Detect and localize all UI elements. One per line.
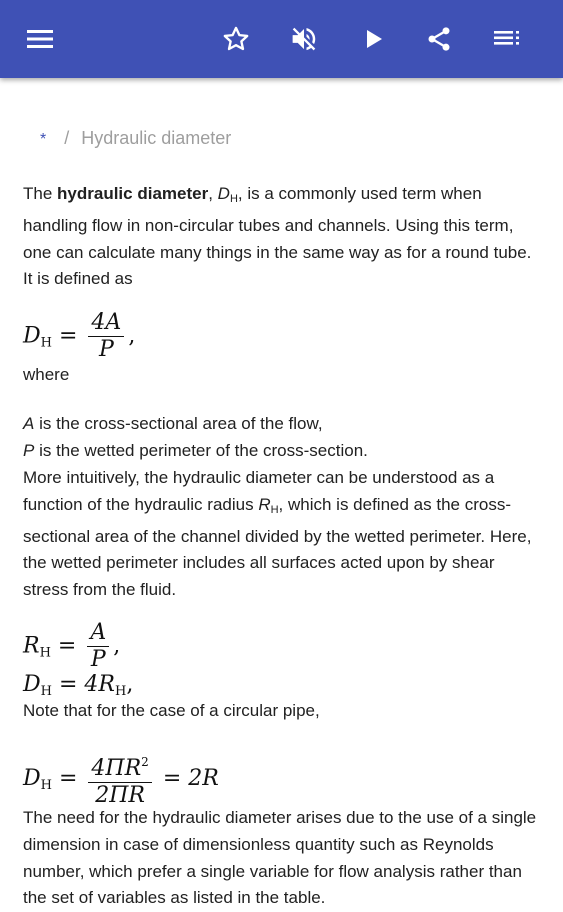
formula-hydraulic-diameter xyxy=(23,310,135,363)
para2-symbol: R xyxy=(258,494,271,514)
circular-pipe-note: Note that for the case of a circular pipe, xyxy=(23,701,320,720)
formula4-fraction xyxy=(88,749,151,809)
formula2-trail: , xyxy=(113,633,121,659)
intro-symbol-sub: H xyxy=(229,193,238,205)
formula-hydraulic-radius xyxy=(23,620,120,673)
hydraulic-radius-paragraph xyxy=(23,465,543,604)
mute-button[interactable] xyxy=(284,19,324,59)
formula3-lhs: D xyxy=(23,672,41,697)
formula4-lhs: D xyxy=(23,766,41,791)
formula4-rhs: 2R xyxy=(188,766,219,791)
play-button[interactable] xyxy=(353,19,393,59)
breadcrumb-separator: / xyxy=(64,128,70,148)
breadcrumb-current: Hydraulic diameter xyxy=(81,128,232,148)
formula1-trail: , xyxy=(128,323,136,349)
intro-text-pre: The xyxy=(23,184,58,203)
menu-icon xyxy=(26,27,54,51)
intro-text-rest: , is a commonly used term when handling flow in non-circular tubes and channels. Using this term, one can calculate many things in the same way as for a round tube. It is defined as xyxy=(23,184,532,289)
definition-a-symbol: A xyxy=(23,414,35,433)
table-of-contents-icon xyxy=(493,27,521,51)
formula2-lhs-sub: H xyxy=(39,645,51,661)
formula-circular-pipe xyxy=(23,749,219,809)
menu-button[interactable] xyxy=(20,19,60,59)
formula4-numerator-text: 4ΠR xyxy=(91,756,142,781)
para2-symbol-sub: H xyxy=(270,503,279,516)
breadcrumb-home-link[interactable]: * xyxy=(40,131,47,148)
formula3-rhs: 4R xyxy=(84,672,115,697)
share-button[interactable] xyxy=(419,19,459,59)
intro-symbol: D xyxy=(217,184,230,203)
definition-a-text: is the cross-sectional area of the flow, xyxy=(34,414,323,433)
reynolds-paragraph: The need for the hydraulic diameter arises due to the use of a single dimension in case of dimensionless quantity such as Reynolds number, which prefer a single variable for flow analysis rather than the set of variables as listed in the table. xyxy=(23,808,537,908)
intro-paragraph xyxy=(23,181,543,293)
volume-off-icon xyxy=(289,24,319,54)
formula3-lhs-sub: H xyxy=(40,684,52,699)
play-icon xyxy=(361,27,385,51)
para2-text-pre: More intuitively, the hydraulic diameter can be understood as a function of the hydraulic radius xyxy=(23,468,495,514)
formula4-numerator xyxy=(88,749,151,783)
star-outline-icon xyxy=(222,25,250,53)
formula2-numerator: A xyxy=(87,620,109,647)
definition-p-symbol: P xyxy=(23,441,35,460)
formula3-equals: = xyxy=(58,672,78,697)
app-toolbar xyxy=(0,0,563,78)
definition-a xyxy=(23,411,543,438)
formula1-lhs: D xyxy=(23,323,41,349)
definition-p xyxy=(23,438,543,465)
formula4-equals: = xyxy=(58,766,78,791)
formula1-equals: = xyxy=(58,323,78,349)
formula2-denominator: P xyxy=(90,647,106,672)
formula4-lhs-sub: H xyxy=(40,778,52,793)
formula3-trail: , xyxy=(126,672,134,697)
formula1-lhs-sub: H xyxy=(40,335,52,351)
formula1-fraction xyxy=(88,310,124,363)
formula2-fraction xyxy=(87,620,109,673)
where-label: where xyxy=(23,365,70,384)
table-of-contents-button[interactable] xyxy=(487,19,527,59)
formula1-denominator: P xyxy=(98,337,114,362)
bookmark-button[interactable] xyxy=(216,19,256,59)
formula-diameter-radius xyxy=(23,672,133,699)
para2-text-rest: , which is defined as the cross-sectional area of the channel divided by the wetted perimeter. Here, the wetted perimeter includes all surfaces acted upon by shear stress from the fluid. xyxy=(23,494,532,600)
formula3-rhs-sub: H xyxy=(114,684,127,699)
formula4-denominator: 2ΠR xyxy=(95,783,145,808)
formula2-lhs: R xyxy=(23,633,40,659)
formula1-numerator: 4A xyxy=(88,310,124,337)
formula4-numerator-sup: 2 xyxy=(141,755,149,769)
definition-p-text: is the wetted perimeter of the cross-section. xyxy=(34,441,368,460)
share-icon xyxy=(425,25,453,53)
intro-term-bold: hydraulic diameter xyxy=(57,184,209,203)
formula4-equals-2: = xyxy=(162,766,182,791)
intro-comma: , xyxy=(208,184,218,203)
breadcrumb xyxy=(40,128,231,149)
formula2-equals: = xyxy=(57,633,77,659)
